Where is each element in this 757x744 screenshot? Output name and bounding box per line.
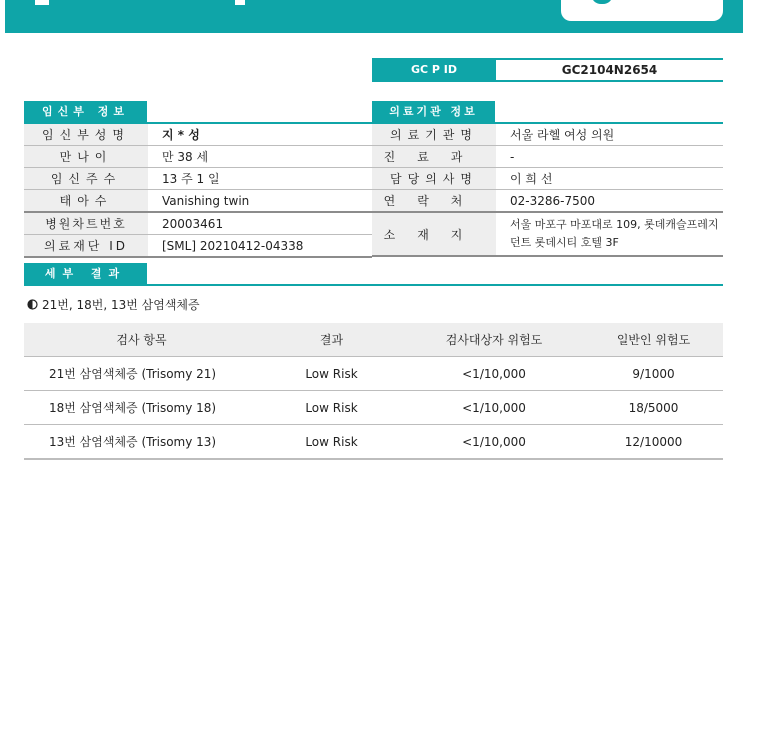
logo — [561, 0, 723, 21]
field-label: 의료기관명 — [372, 124, 496, 146]
field-label: 임신부성명 — [24, 124, 148, 146]
general-risk: 18/5000 — [584, 391, 723, 425]
pregnant-row-age — [24, 146, 372, 168]
general-risk: 12/10000 — [584, 425, 723, 460]
field-label: 소재지 — [372, 212, 496, 256]
contact-phone: 02-3286-7500 — [496, 190, 723, 213]
subject-risk: <1/10,000 — [404, 391, 584, 425]
field-label: 만나이 — [24, 146, 148, 168]
clinic-row-contact — [372, 190, 723, 213]
pregnant-info-title: 임신부 정보 — [24, 101, 147, 122]
logo-icon — [591, 0, 613, 4]
result: Low Risk — [259, 391, 404, 425]
field-label: 연락처 — [372, 190, 496, 213]
department: - — [496, 146, 723, 168]
details-subheading — [27, 296, 200, 313]
clinic-row-name — [372, 124, 723, 146]
column-header: 검사 항목 — [24, 323, 259, 357]
clinic-info-title: 의료기관 정보 — [372, 101, 495, 122]
pregnant-age: 만 38 세 — [148, 146, 372, 168]
field-label: 진료과 — [372, 146, 496, 168]
pregnant-row-chart — [24, 212, 372, 235]
column-header: 결과 — [259, 323, 404, 357]
clinic-row-address — [372, 212, 723, 256]
clinic-row-doctor — [372, 168, 723, 190]
chart-number: 20003461 — [148, 212, 372, 235]
field-label: 태아수 — [24, 190, 148, 213]
table-row — [24, 357, 723, 391]
results-header-row — [24, 323, 723, 357]
banner-mark — [35, 0, 49, 5]
test-item: 13번 삼염색체증 (Trisomy 13) — [24, 425, 259, 460]
header-banner — [5, 0, 743, 33]
field-label: 담당의사명 — [372, 168, 496, 190]
fetus-count: Vanishing twin — [148, 190, 372, 213]
table-row — [24, 425, 723, 460]
results-table — [24, 323, 723, 460]
half-circle-icon — [27, 299, 38, 310]
gcp-id-value: GC2104N2654 — [561, 63, 658, 77]
gestation-weeks: 13 주 1 일 — [148, 168, 372, 190]
result: Low Risk — [259, 425, 404, 460]
result: Low Risk — [259, 357, 404, 391]
clinic-address: 서울 마포구 마포대로 109, 롯데캐슬프레지던트 롯데시티 호텔 3F — [496, 212, 723, 256]
clinic-name: 서울 라헬 여성 의원 — [496, 124, 723, 146]
foundation-id: [SML] 20210412-04338 — [148, 235, 372, 258]
test-item: 18번 삼염색체증 (Trisomy 18) — [24, 391, 259, 425]
test-item: 21번 삼염색체증 (Trisomy 21) — [24, 357, 259, 391]
pregnant-row-name — [24, 124, 372, 146]
table-row — [24, 391, 723, 425]
column-header: 검사대상자 위험도 — [404, 323, 584, 357]
pregnant-name: 지 * 성 — [148, 124, 372, 146]
pregnant-row-foundation — [24, 235, 372, 258]
field-label: 병원차트번호 — [24, 212, 148, 235]
banner-mark — [235, 0, 245, 5]
clinic-row-dept — [372, 146, 723, 168]
general-risk: 9/1000 — [584, 357, 723, 391]
gcp-id-box — [372, 58, 723, 82]
doctor-name: 이 희 선 — [496, 168, 723, 190]
details-title: 세부 결과 — [24, 263, 147, 284]
details-rule — [24, 284, 723, 286]
pregnant-row-weeks — [24, 168, 372, 190]
pregnant-info-table — [24, 124, 372, 258]
column-header: 일반인 위험도 — [584, 323, 723, 357]
subheading-text: 21번, 18번, 13번 삼염색체증 — [42, 298, 200, 312]
gcp-id-label: GC P ID — [372, 60, 496, 80]
subject-risk: <1/10,000 — [404, 425, 584, 460]
subject-risk: <1/10,000 — [404, 357, 584, 391]
clinic-info-table — [372, 124, 723, 257]
pregnant-row-fetus — [24, 190, 372, 213]
field-label: 임신주수 — [24, 168, 148, 190]
field-label: 의료재단 ID — [24, 235, 148, 258]
